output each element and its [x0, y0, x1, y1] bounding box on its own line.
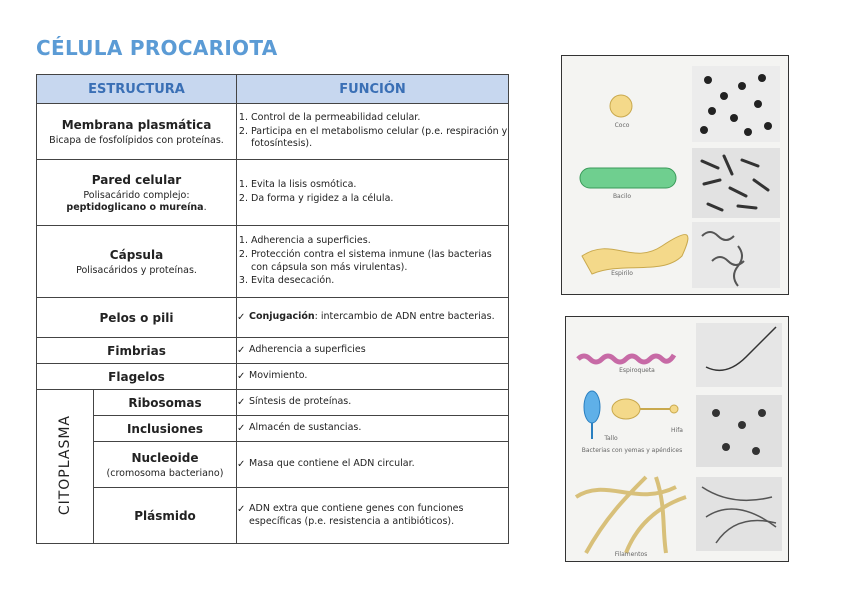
structure-name: Plásmido	[134, 508, 196, 523]
bacteria-forms-image	[565, 316, 789, 562]
structure-name: Pared celular	[91, 172, 182, 187]
structure-name: Inclusiones	[126, 421, 204, 436]
function-item: ✓ Masa que contiene el ADN circular.	[237, 458, 508, 471]
image-label: Tallo	[604, 435, 618, 442]
punct: .	[203, 201, 207, 213]
structure-name: Pelos o pili	[99, 310, 174, 325]
table-row	[37, 104, 509, 160]
bacteria-shapes-drawing	[562, 56, 788, 294]
function-item: ✓ Movimiento.	[237, 370, 508, 383]
function-item: 2. Protección contra el sistema inmune (las bacterias con cápsula son más virulentas).	[251, 249, 508, 275]
table-row	[37, 338, 509, 364]
structure-desc: Polisacáridos y proteínas.	[76, 264, 197, 276]
function-item: ✓ Adherencia a superficies	[237, 344, 508, 357]
image-label: Coco	[614, 122, 630, 129]
structure-desc: Bicapa de fosfolípidos con proteínas.	[49, 134, 224, 146]
structure-desc: Polisacárido complejo:	[83, 189, 190, 201]
structure-desc-bold: peptidoglicano o mureína	[66, 201, 204, 213]
image-label: Hifa	[671, 427, 683, 434]
table-row	[37, 390, 509, 416]
image-label: Bacilo	[612, 193, 632, 200]
page-title: CÉLULA PROCARIOTA	[36, 36, 278, 60]
structure-name: Flagelos	[108, 369, 165, 384]
image-label: Espiroqueta	[619, 367, 655, 374]
table-row	[37, 416, 509, 442]
citoplasma-label: CITOPLASMA	[57, 414, 73, 516]
function-item: 1. Control de la permeabilidad celular.	[251, 112, 508, 125]
function-item: 2. Da forma y rigidez a la célula.	[251, 193, 508, 206]
function-item: 1. Adherencia a superficies.	[251, 235, 508, 248]
structure-name: Membrana plasmática	[61, 117, 212, 132]
structure-name: Ribosomas	[128, 395, 202, 410]
function-item: ✓ Almacén de sustancias.	[237, 422, 508, 435]
header-structure: ESTRUCTURA	[37, 75, 237, 104]
function-item: 3. Evita desecación.	[251, 275, 508, 288]
function-item: 1. Evita la lisis osmótica.	[251, 179, 508, 192]
function-bold: Conjugación	[249, 311, 315, 323]
function-item: ✓ ADN extra que contiene genes con funciones específicas (p.e. resistencia a antibióticos).	[237, 503, 508, 529]
table-row	[37, 298, 509, 338]
function-item	[237, 311, 508, 324]
structure-desc: (cromosoma bacteriano)	[106, 467, 224, 479]
image-label: Espirilo	[611, 270, 633, 277]
bacteria-shapes-image	[561, 55, 789, 295]
function-rest: : intercambio de ADN entre bacterias.	[314, 311, 495, 323]
table-row	[37, 442, 509, 488]
structure-name: Nucleoide	[131, 450, 199, 465]
structure-function-table	[36, 74, 509, 544]
image-label: Bacterias con yemas y apéndices	[581, 447, 683, 454]
table-row	[37, 364, 509, 390]
structure-name: Fimbrias	[107, 343, 166, 358]
header-function: FUNCIÓN	[237, 75, 509, 104]
table-row	[37, 160, 509, 226]
function-item: ✓ Síntesis de proteínas.	[237, 396, 508, 409]
function-item: 2. Participa en el metabolismo celular (p.e. respiración y fotosíntesis).	[251, 126, 508, 152]
image-label: Filamentos	[614, 551, 648, 558]
structure-name: Cápsula	[109, 247, 164, 262]
table-row	[37, 488, 509, 544]
table-row	[37, 226, 509, 298]
